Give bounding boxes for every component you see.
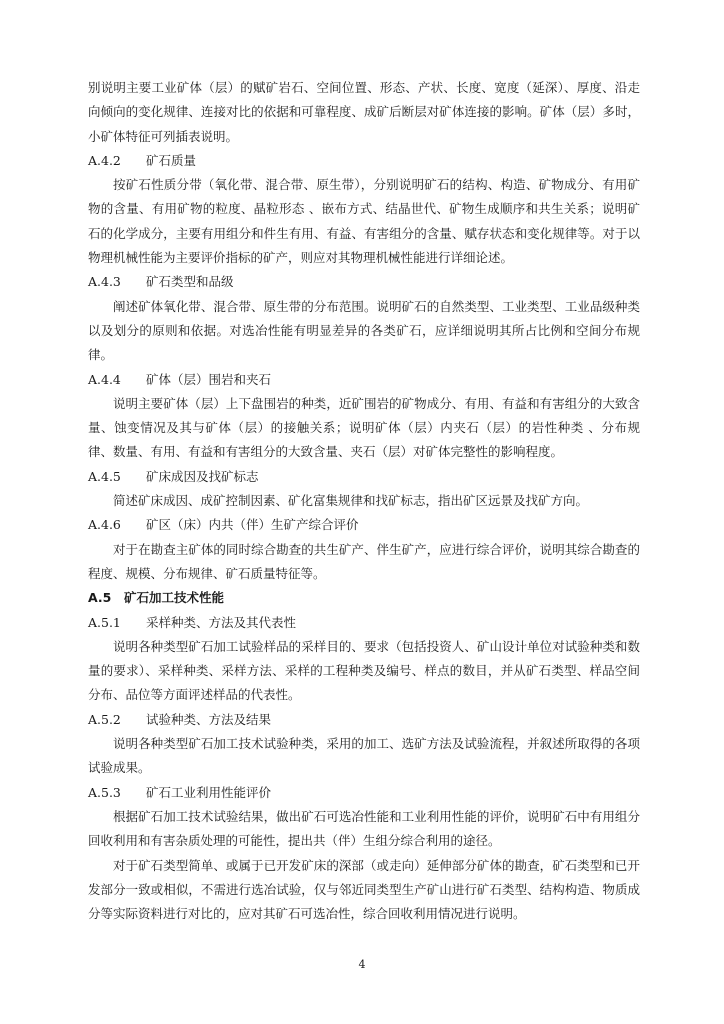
subsection-heading [88, 708, 640, 732]
page-body [88, 76, 640, 926]
subsection-heading [88, 611, 640, 635]
body-paragraph: 阐述矿体氧化带、混合带、原生带的分布范围。说明矿石的自然类型、工业类型、工业品级种类以及划分的原则和依据。对选冶性能有明显差异的各类矿石，应详细说明其所占比例和空间分布规律。 [88, 298, 640, 363]
heading-title: 矿石质量 [146, 152, 197, 168]
body-paragraph: 说明主要矿体（层）上下盘围岩的种类，近矿围岩的矿物成分、有用、有益和有害组分的大致含量、蚀变情况及其与矿体（层）的接触关系；说明矿体（层）内夹石（层）的岩性种类 、分布规律、数量、有用、有益和有害组分的大致含量、夹石（层）对矿体完整性的影响程度。 [88, 395, 640, 460]
heading-number: A.5 [88, 590, 112, 606]
subsection-heading [88, 149, 640, 173]
body-paragraph: 简述矿床成因、成矿控制因素、矿化富集规律和找矿标志，指出矿区远景及找矿方向。 [113, 493, 589, 509]
body-paragraph: 说明各种类型矿石加工试验样品的采样目的、要求（包括投资人、矿山设计单位对试验种类和数量的要求）、采样种类、采样方法、采样的工程种类及编号、样点的数目，并从矿石类型、样品空间分布、品位等方面评述样品的代表性。 [88, 638, 640, 703]
subsection-heading [88, 368, 640, 392]
body-paragraph: 别说明主要工业矿体（层）的赋矿岩石、空间位置、形态、产状、长度、宽度（延深）、厚度、沿走向倾向的变化规律、连接对比的依据和可靠程度、成矿后断层对矿体连接的影响。矿体（层）多时，小矿体特征可列插表说明。 [88, 80, 640, 144]
heading-number: A.5.1 [88, 614, 121, 630]
heading-number: A.4.5 [88, 468, 121, 484]
heading-title: 矿石工业利用性能评价 [146, 784, 272, 800]
heading-number: A.4.2 [88, 152, 121, 168]
heading-number: A.4.3 [88, 274, 121, 290]
subsection-heading [88, 781, 640, 805]
heading-title: 矿体（层）围岩和夹石 [146, 371, 272, 387]
heading-title: 采样种类、方法及其代表性 [146, 614, 297, 630]
heading-number: A.4.6 [88, 517, 121, 533]
heading-title: 矿床成因及找矿标志 [146, 468, 259, 484]
subsection-heading [88, 465, 640, 489]
body-paragraph: 根据矿石加工技术试验结果，做出矿石可选冶性能和工业利用性能的评价，说明矿石中有用组分回收利用和有害杂质处理的可能性，提出共（伴）生组分综合利用的途径。 [88, 808, 640, 849]
heading-number: A.4.4 [88, 371, 121, 387]
heading-number: A.5.2 [88, 711, 121, 727]
body-paragraph: 说明各种类型矿石加工技术试验种类，采用的加工、选矿方法及试验流程，并叙述所取得的各项试验成果。 [88, 736, 640, 776]
heading-title: 矿石加工技术性能 [124, 590, 225, 606]
body-paragraph: 按矿石性质分带（氧化带、混合带、原生带），分别说明矿石的结构、构造、矿物成分、有用矿物的含量、有用矿物的粒度、晶粒形态 、嵌布方式、结晶世代、矿物生成顺序和共生关系；说明矿石的化学成分，主要有用组分和件生有用、有益、有害组分的含量、赋存状态和变化规律等。对于以物理机械性能为主要评价指标的矿产，则应对其物理机械性能进行详细论述。 [88, 177, 640, 266]
body-paragraph: 对于在勘查主矿体的同时综合勘查的共生矿产、伴生矿产，应进行综合评价，说明其综合勘查的程度、规模、分布规律、矿石质量特征等。 [88, 541, 640, 581]
heading-title: 试验种类、方法及结果 [146, 711, 272, 727]
section-heading [88, 586, 640, 610]
subsection-heading [88, 270, 640, 294]
body-paragraph: 对于矿石类型简单、或属于已开发矿床的深部（或走向）延伸部分矿体的勘查，矿石类型和已开发部分一致或相似，不需进行选冶试验，仅与邻近同类型生产矿山进行矿石类型、结构构造、物质成分等实际资料进行对比的，应对其矿石可选冶性，综合回收利用情况进行说明。 [88, 857, 640, 922]
heading-number: A.5.3 [88, 784, 121, 800]
heading-title: 矿石类型和品级 [146, 274, 234, 290]
heading-title: 矿区（床）内共（伴）生矿产综合评价 [146, 517, 359, 533]
subsection-heading [88, 513, 640, 537]
page-number: 4 [358, 958, 366, 971]
